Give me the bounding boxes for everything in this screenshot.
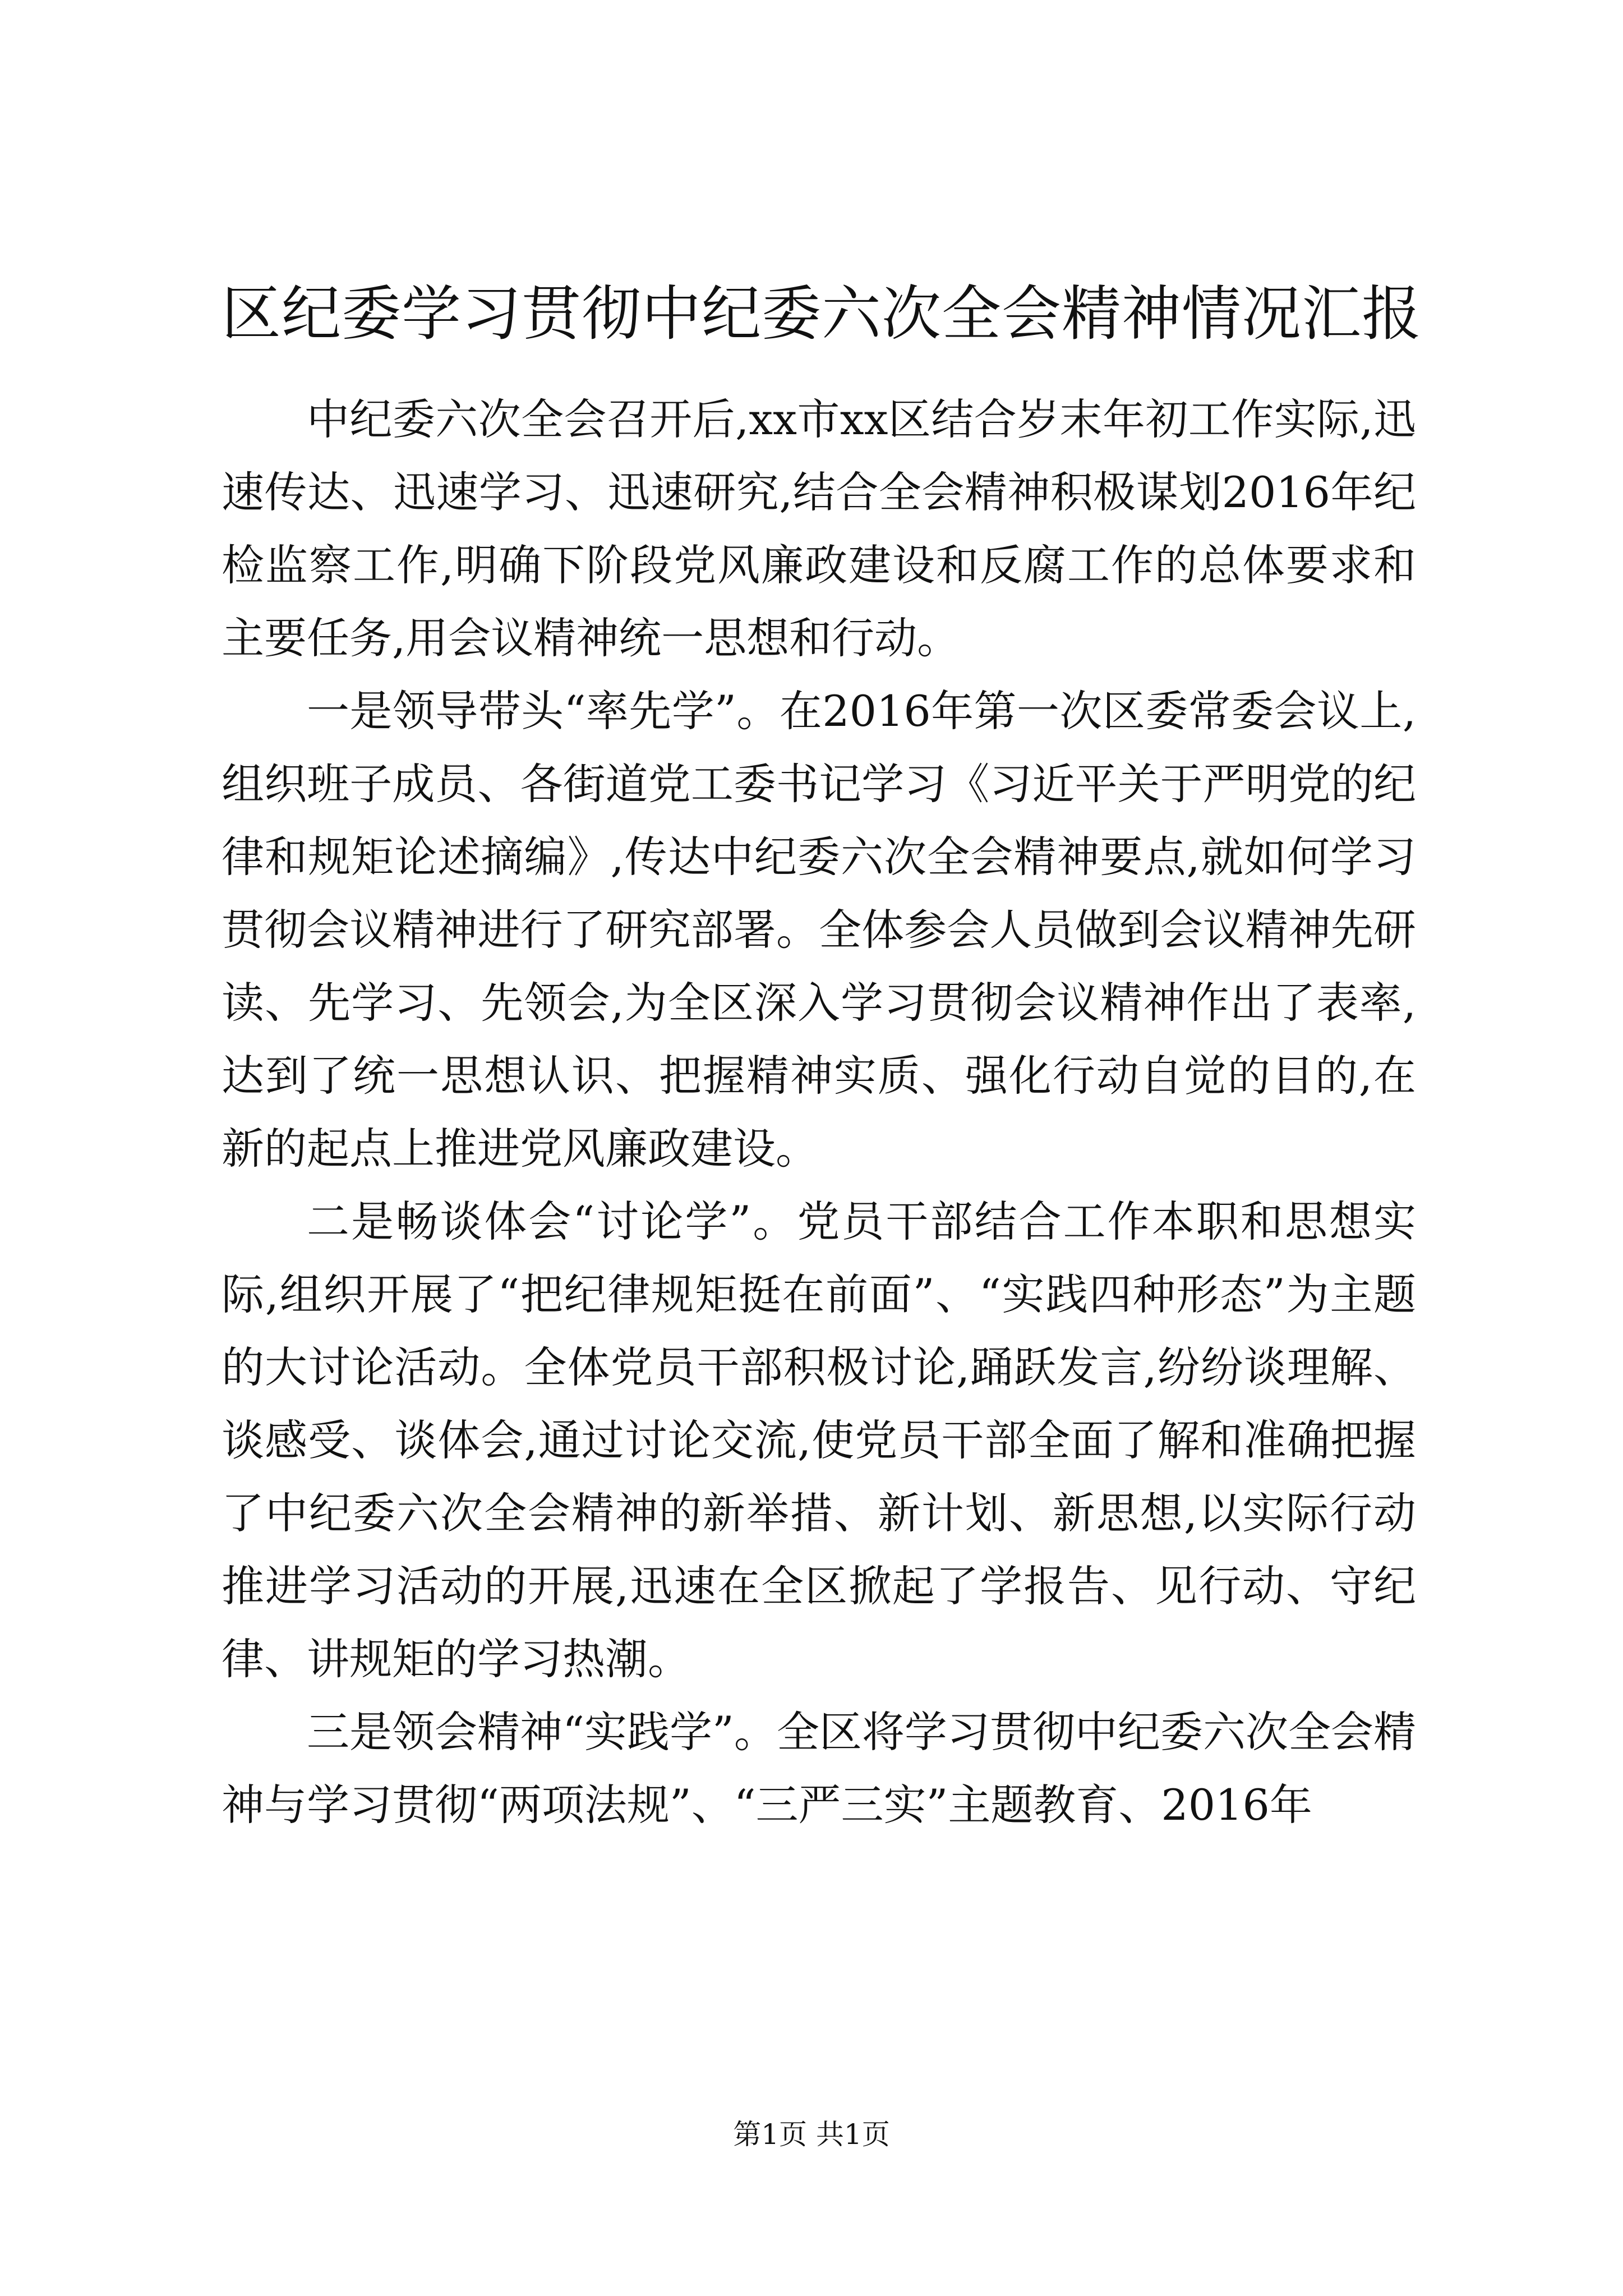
page-footer: 第1页 共1页: [733, 2118, 890, 2151]
document-body: [222, 383, 1416, 1842]
paragraph-intro: 中纪委六次全会召开后,xx市xx区结合岁末年初工作实际,迅速传达、迅速学习、迅速研究,结合全会精神积极谋划2016年纪检监察工作,明确下阶段党风廉政建设和反腐工作的总体要求和主要任务,用会议精神统一思想和行动。: [222, 394, 1416, 663]
paragraph-point-two: 二是畅谈体会“讨论学”。党员干部结合工作本职和思想实际,组织开展了“把纪律规矩挺在前面”、“实践四种形态”为主题的大讨论活动。全体党员干部积极讨论,踊跃发言,纷纷谈理解、谈感受、谈体会,通过讨论交流,使党员干部全面了解和准确把握了中纪委六次全会精神的新举措、新计划、新思想,以实际行动推进学习活动的开展,迅速在全区掀起了学报告、见行动、守纪律、讲规矩的学习热潮。: [222, 1197, 1416, 1684]
document-title: 区纪委学习贯彻中纪委六次全会精神情况汇报: [222, 279, 1422, 348]
paragraph-point-one: 一是领导带头“率先学”。在2016年第一次区委常委会议上,组织班子成员、各街道党工委书记学习《习近平关于严明党的纪律和规矩论述摘编》,传达中纪委六次全会精神要点,就如何学习贯彻会议精神进行了研究部署。全体参会人员做到会议精神先研读、先学习、先领会,为全区深入学习贯彻会议精神作出了表率,达到了统一思想认识、把握精神实质、强化行动自觉的目的,在新的起点上推进党风廉政建设。: [222, 686, 1416, 1174]
paragraph-point-three: 三是领会精神“实践学”。全区将学习贯彻中纪委六次全会精神与学习贯彻“两项法规”、“三严三实”主题教育、2016年: [222, 1707, 1416, 1830]
